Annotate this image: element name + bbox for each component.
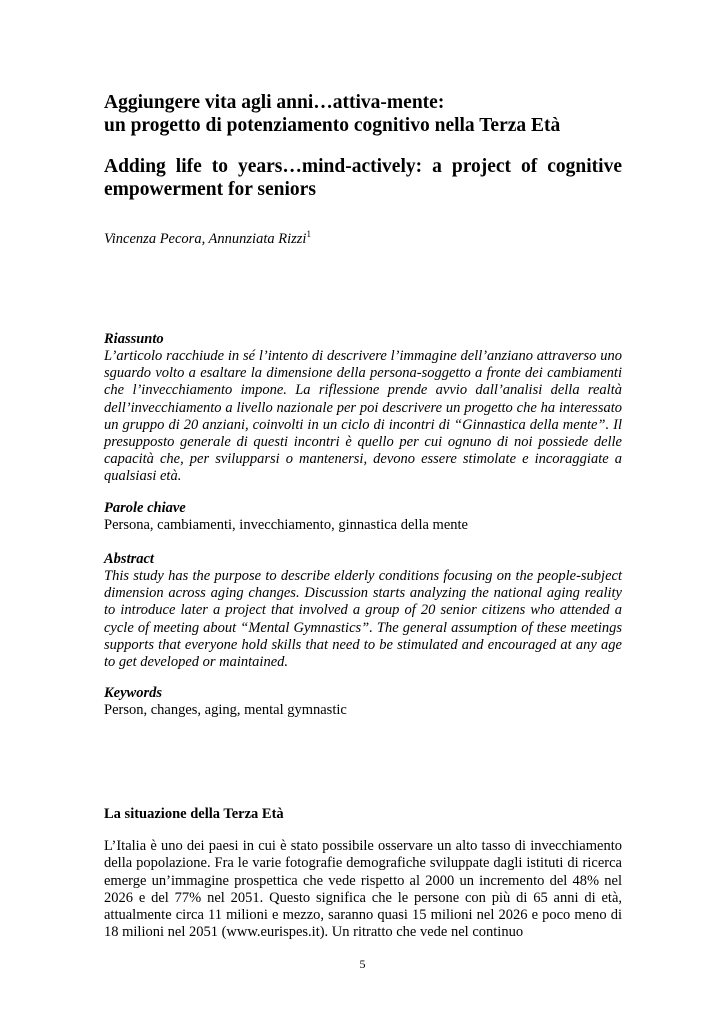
title-italian-line-1: Aggiungere vita agli anni…attiva-mente: <box>104 92 445 113</box>
abstract-text: This study has the purpose to describe elderly conditions focusing on the people-subject dimension across aging changes. Discussion starts analyzing the national aging reality to introduce later a project that involved a group of 20 senior citizens who attended a cycle of meeting about “Mental Gymnastics”. The general assumption of these meetings supports that everyone hold skills that need to be stimulated and encouraged at any age to get developed or maintained. <box>104 568 622 671</box>
section-title: La situazione della Terza Età <box>104 806 284 822</box>
parole-chiave-section <box>104 500 622 534</box>
page-number: 5 <box>359 957 366 971</box>
authors <box>104 231 622 248</box>
author-names: Vincenza Pecora, Annunziata Rizzi <box>104 231 307 247</box>
title-english-line-1: Adding life to years…mind-actively: a project of cognitive <box>104 156 622 177</box>
title-english-line-2: empowerment for seniors <box>104 179 316 200</box>
riassunto-heading: Riassunto <box>104 331 164 347</box>
keywords-heading: Keywords <box>104 685 162 701</box>
abstract-heading: Abstract <box>104 551 154 567</box>
abstract-section <box>104 551 622 671</box>
title-italian <box>104 91 622 137</box>
parole-chiave-heading: Parole chiave <box>104 500 186 516</box>
title-italian-line-2: un progetto di potenziamento cognitivo nella Terza Età <box>104 115 561 136</box>
keywords-text: Person, changes, aging, mental gymnastic <box>104 702 347 718</box>
title-english <box>104 155 622 201</box>
keywords-section <box>104 685 622 719</box>
section-paragraph: L’Italia è uno dei paesi in cui è stato possibile osservare un alto tasso di invecchiamento della popolazione. Fra le varie fotografie demografiche sviluppate dagli istituti di ricerca emerge un’immagine prospettica che vede rispetto al 2000 un incremento del 48% nel 2026 e del 77% nel 2051. Questo significa che le persone con più di 65 anni di età, attualmente circa 11 milioni e mezzo, saranno quasi 15 milioni nel 2026 e poco meno di 18 milioni nel 2051 (www.eurispes.it). Un ritratto che vede nel continuo <box>104 838 622 941</box>
riassunto-section <box>104 331 622 486</box>
parole-chiave-text: Persona, cambiamenti, invecchiamento, ginnastica della mente <box>104 517 468 533</box>
riassunto-text: L’articolo racchiude in sé l’intento di descrivere l’immagine dell’anziano attraverso uno sguardo volto a esaltare la dimensione della persona-soggetto a fronte dei cambiamenti che l’invecchiamento impone. La riflessione prende avvio dall’analisi della realtà dell’invecchiamento a livello nazionale per poi descrivere un progetto che ha interessato un gruppo di 20 anziani, coinvolti in un ciclo di incontri di “Ginnastica della mente”. Il presupposto generale di questi incontri è quello per cui ognuno di noi possiede delle capacità che, per svilupparsi o mantenersi, devono essere stimolate e incoraggiate a qualsiasi età. <box>104 348 622 485</box>
author-footnote-marker: 1 <box>306 229 311 240</box>
